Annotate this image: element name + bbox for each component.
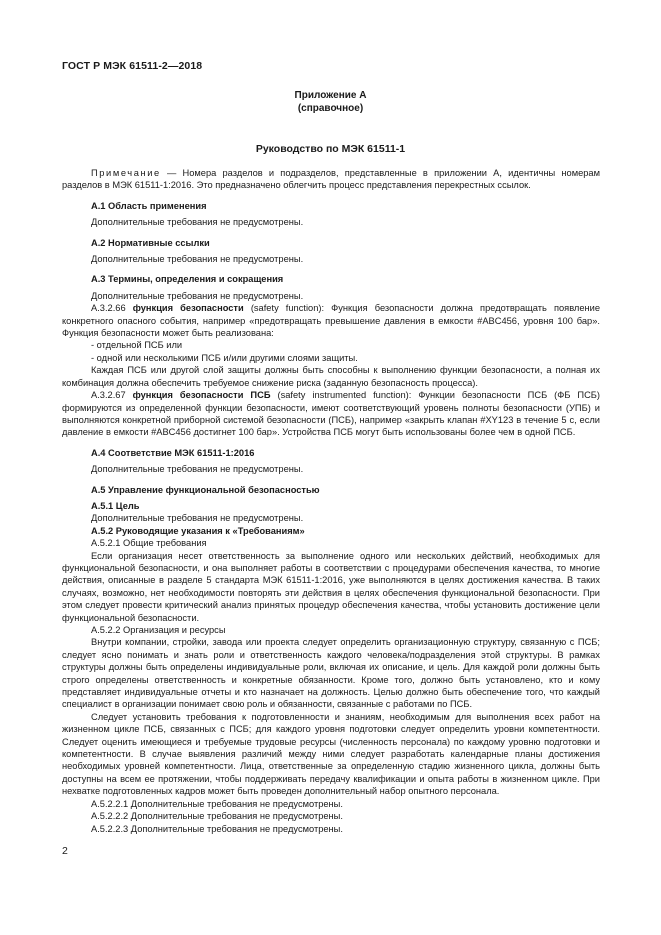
appendix-subtitle: (справочное) [297, 103, 364, 114]
appendix-title: Приложение А [294, 90, 367, 101]
section-a3-text: Дополнительные требования не предусмотрены. [91, 290, 304, 301]
definition-a3266-after: Каждая ПСБ или другой слой защиты должны быть способны к выполнению функции безопасности, а полная их комбинация должна обеспечить требуемое снижение риска (заданную безопасность процесса). [62, 365, 600, 388]
section-a5223: А.5.2.2.3 Дополнительные требования не предусмотрены. [91, 823, 343, 834]
definition-english: (safety function): [250, 303, 325, 314]
definition-text: Функция безопасности должна предотвращать появление конкретного опасного события, например «предотвращать превышение давления в емкости #ABC456, уровня 100 бар». Функция безопасности может быть реализована: [62, 303, 601, 339]
section-a1-title: А.1 Область применения [91, 200, 207, 211]
section-a522-text-2: Следует установить требования к подготовленности и знаниям, необходимым для выполнения всех работ на жизненном цикле ПСБ, связанных с ПСБ; для каждого уровня подготовки следует определить уровни компетентности. Следует оценить имеющиеся и требуемые трудовые ресурсы (численность персонала) по каждому уровню подготовки и компетентности. В случае выявления различий между ними следует разработать календарные планы достижения необходимых уровней компетентности. Лица, ответственные за определенную стадию жизненного цикла, должны быть доступны на всем ее протяжении, чтобы поддерживать передачу квалификации и опыта работы в жизненном цикле. При нехватке подготовленных кадров может быть проведен дополнительный набор опытного персонала. [62, 711, 600, 797]
definition-text: Функции безопасности ПСБ (ФБ ПСБ) формируются из определенной функции безопасности, имеют соответствующий уровень полноты безопасности (УПБ) и выполняются конкретной приборной системой безопасности (ПСБ), например «закрыть клапан #XY123 в течение 5 с, если давление в емкости #ABC456 достигнет 100 бар». Устройства ПСБ могут быть использованы более чем в одной ПСБ. [62, 390, 600, 438]
page-number: 2 [62, 845, 68, 857]
note-dash: — [167, 168, 177, 178]
document-title: Руководство по МЭК 61511-1 [255, 143, 406, 155]
section-a2-text: Дополнительные требования не предусмотрены. [91, 254, 304, 265]
section-a52-title: А.5.2 Руководящие указания к «Требованиям» [91, 525, 305, 536]
section-a51-title: А.5.1 Цель [91, 500, 140, 511]
document-body [62, 167, 600, 835]
definition-term: функция безопасности ПСБ [132, 390, 271, 401]
note-paragraph [62, 167, 600, 192]
standard-header: ГОСТ Р МЭК 61511-2—2018 [62, 60, 203, 72]
definition-a3267 [62, 389, 600, 439]
note-label: Примечание [91, 168, 161, 178]
section-a3-title: А.3 Термины, определения и сокращения [91, 274, 284, 285]
section-a5-title: А.5 Управление функциональной безопасностью [91, 484, 320, 495]
definition-number: А.3.2.66 [91, 303, 126, 314]
section-a521-text: Если организация несет ответственность за выполнение одного или нескольких действий, необходимых для функциональной безопасности, и она выполняет работы в соответствии с процедурами обеспечения качества, то многие действия, описанные в разделе 5 стандарта МЭК 61511-1:2016, уже выполняются в целях достижения качества. В таких случаях, возможно, нет необходимости повторять эти действия в целях обеспечения функциональной безопасности. При этом следует провести критический анализ принятых процедур обеспечения качества, чтобы установить достижение цели функциональной безопасности. [62, 550, 600, 623]
section-a521-title: А.5.2.1 Общие требования [91, 538, 207, 549]
list-item: - отдельной ПСБ или [91, 340, 183, 351]
section-a522-title: А.5.2.2 Организация и ресурсы [91, 625, 226, 635]
list-item: - одной или несколькими ПСБ и/или другими слоями защиты. [91, 352, 358, 363]
section-a1-text: Дополнительные требования не предусмотрены. [91, 217, 304, 228]
section-a522-text-1: Внутри компании, стройки, завода или проекта следует определить организационную структуру, связанную с ПСБ; следует ясно понимать и знать роли и ответственность каждого человека/подразделения этой структуры. В рамках структуры должны быть определены индивидуальные роли, включая их описание, и цель. Для каждой роли должны быть строго определены ответственность и конкретные обязанности. Кроме того, должно быть установлено, кто и кому представляет индивидуальные отчеты и кто назначает на должность. Целью должно быть обеспечение того, что каждый специалист в организации понимает свою роль и обязанности, связанные с работами по ПСБ. [62, 637, 600, 710]
section-a2-title: А.2 Нормативные ссылки [91, 237, 210, 248]
definition-term: функция безопасности [132, 303, 244, 314]
section-a4-text: Дополнительные требования не предусмотрены. [91, 464, 304, 475]
definition-a3266 [62, 302, 600, 339]
section-a5222: А.5.2.2.2 Дополнительные требования не предусмотрены. [91, 811, 343, 822]
section-a51-text: Дополнительные требования не предусмотрены. [91, 513, 304, 524]
section-a5221: А.5.2.2.1 Дополнительные требования не предусмотрены. [91, 798, 343, 809]
definition-number: А.3.2.67 [91, 390, 126, 401]
definition-english: (safety instrumented function): [277, 390, 412, 401]
section-a4-title: А.4 Соответствие МЭК 61511-1:2016 [91, 447, 255, 458]
note-text: Номера разделов и подразделов, представленные в приложении А, идентичны номерам разделов в МЭК 61511-1:2016. Это предназначено облегчить процесс представления перекрестных ссылок. [62, 168, 600, 191]
